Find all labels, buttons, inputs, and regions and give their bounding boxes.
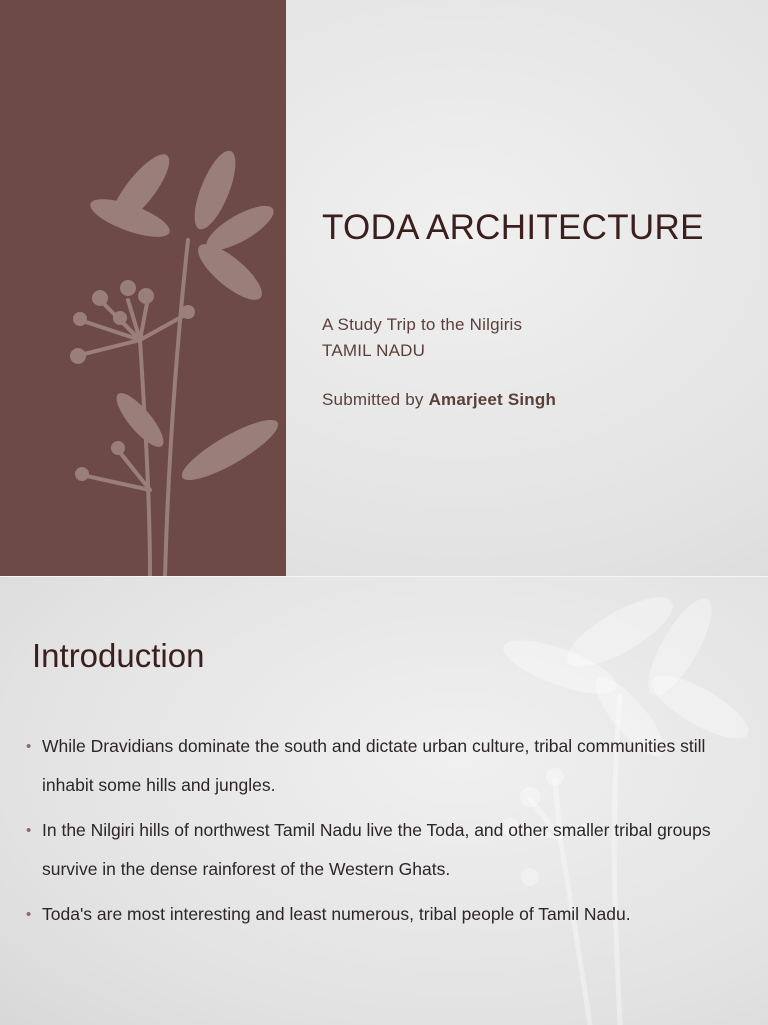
decorative-panel [0, 0, 286, 576]
subtitle-location: TAMIL NADU [322, 341, 426, 360]
subtitle-line: A Study Trip to the Nilgiris [322, 315, 523, 334]
subtitle-block [322, 312, 522, 364]
introduction-slide [0, 576, 768, 1025]
presentation-title: TODA ARCHITECTURE [322, 208, 704, 247]
bullet-text: Toda's are most interesting and least numerous, tribal people of Tamil Nadu. [42, 904, 631, 924]
submitted-prefix: Submitted by [322, 390, 424, 409]
bullet-dot-icon: • [26, 822, 32, 839]
bullet-dot-icon: • [26, 906, 32, 923]
bullet-text: While Dravidians dominate the south and dictate urban culture, tribal communities still inhabit some hills and jungles. [42, 736, 706, 795]
bullet-list [26, 727, 716, 940]
list-item [26, 727, 716, 805]
submitted-by [322, 390, 556, 410]
author-name: Amarjeet Singh [428, 390, 557, 409]
list-item [26, 895, 716, 934]
list-item [26, 811, 716, 889]
bullet-dot-icon: • [26, 738, 32, 755]
bullet-text: In the Nilgiri hills of northwest Tamil Nadu live the Toda, and other smaller tribal groups survive in the dense rainforest of the Western Ghats. [42, 820, 711, 879]
botanical-plant-icon [0, 0, 286, 576]
slide-heading: Introduction [32, 637, 205, 674]
